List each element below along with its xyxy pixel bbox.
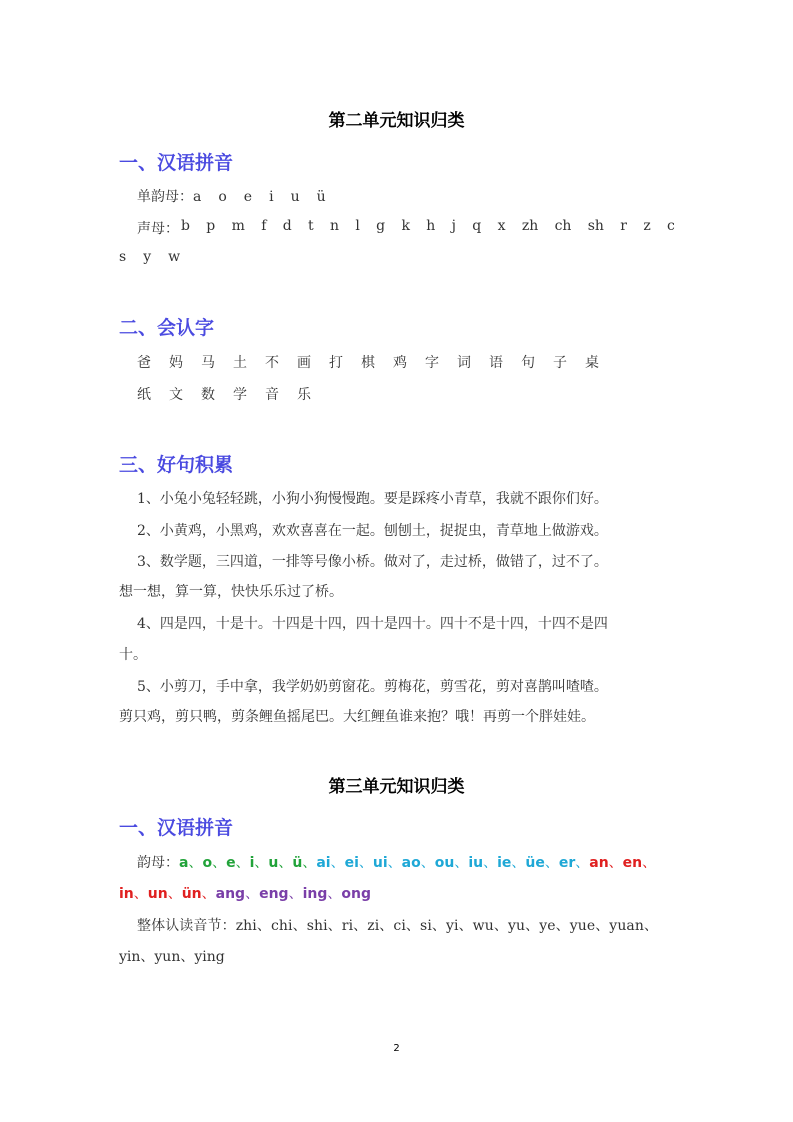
sentence-1: 1、小兔小兔轻轻跳，小狗小狗慢慢跑。要是踩疼小青草，我就不跟你们好。: [137, 491, 608, 507]
recognize-char: 爸: [137, 355, 151, 371]
unit3-pinyin-heading: 一、汉语拼音: [119, 817, 234, 839]
separator: 、: [254, 855, 269, 871]
initial: h: [426, 218, 436, 234]
recognize-char: 乐: [297, 387, 311, 403]
chars-line-1: [137, 352, 693, 372]
single-finals-line: [137, 186, 693, 206]
recognize-char: 纸: [137, 387, 151, 403]
initials-list-1: [181, 218, 675, 238]
separator: 、: [608, 855, 623, 871]
initial: t: [308, 218, 314, 234]
final-token: ao: [401, 855, 421, 871]
initial: y: [143, 249, 152, 265]
final-token: üe: [525, 855, 545, 871]
final-token: eng: [259, 886, 289, 902]
separator: 、: [358, 855, 373, 871]
final-token: ou: [434, 855, 455, 871]
separator: 、: [330, 855, 345, 871]
recognize-char: 妈: [169, 355, 183, 371]
recognize-char: 画: [297, 355, 311, 371]
separator: 、: [420, 855, 435, 871]
initial: m: [231, 218, 245, 234]
chars-line-2: [137, 384, 693, 404]
single-final: i: [269, 189, 274, 205]
separator: 、: [235, 855, 250, 871]
initial: l: [355, 218, 360, 234]
separator: 、: [454, 855, 469, 871]
chars-list-1: [137, 355, 617, 371]
unit2-sentences-heading: 三、好句积累: [119, 454, 234, 476]
recognize-char: 不: [265, 355, 279, 371]
single-final: u: [290, 189, 300, 205]
initial: ch: [554, 218, 572, 234]
separator: 、: [575, 855, 590, 871]
separator: 、: [302, 855, 317, 871]
final-token: ui: [372, 855, 388, 871]
separator: 、: [278, 855, 293, 871]
recognize-char: 打: [329, 355, 343, 371]
recognize-char: 马: [201, 355, 215, 371]
recognize-char: 桌: [585, 355, 599, 371]
initials-label: 声母：: [137, 221, 179, 237]
recognize-char: 音: [265, 387, 279, 403]
finals-list-2: [119, 886, 371, 902]
syllables-label: 整体认读音节：: [137, 918, 236, 934]
final-token: ing: [302, 886, 328, 902]
single-finals-label: 单韵母：: [137, 189, 193, 205]
recognize-char: 子: [553, 355, 567, 371]
syllables-list-1: zhi、chi、shi、ri、zi、ci、si、yi、wu、yu、ye、yue、yuan、: [235, 918, 659, 934]
final-token: e: [226, 855, 236, 871]
final-token: u: [268, 855, 279, 871]
initial: d: [282, 218, 292, 234]
separator: 、: [201, 886, 216, 902]
initial: f: [261, 218, 267, 234]
separator: 、: [544, 855, 559, 871]
initial: c: [667, 218, 675, 234]
final-token: ü: [292, 855, 303, 871]
initial: zh: [521, 218, 539, 234]
initials-line-2: [119, 249, 675, 265]
initial: x: [497, 218, 506, 234]
initial: g: [376, 218, 386, 234]
initial: r: [620, 218, 627, 234]
separator: 、: [212, 855, 227, 871]
single-final: o: [218, 189, 227, 205]
recognize-char: 土: [233, 355, 247, 371]
separator: 、: [483, 855, 498, 871]
final-token: er: [558, 855, 576, 871]
single-final: a: [193, 189, 202, 205]
final-token: ie: [497, 855, 512, 871]
recognize-char: 鸡: [393, 355, 407, 371]
single-final: ü: [316, 189, 326, 205]
final-token: in: [119, 886, 134, 902]
recognize-char: 字: [425, 355, 439, 371]
recognize-char: 语: [489, 355, 503, 371]
final-token: ün: [181, 886, 202, 902]
syllables-line-1: [137, 915, 693, 935]
finals-label: 韵母：: [137, 855, 179, 871]
final-token: an: [589, 855, 609, 871]
final-token: o: [202, 855, 213, 871]
initial: z: [643, 218, 651, 234]
separator: 、: [133, 886, 148, 902]
separator: 、: [188, 855, 203, 871]
separator: 、: [387, 855, 402, 871]
final-token: iu: [468, 855, 484, 871]
sentence-5: 5、小剪刀，手中拿，我学奶奶剪窗花。剪梅花，剪雪花，剪对喜鹊叫喳喳。: [137, 679, 608, 695]
recognize-char: 句: [521, 355, 535, 371]
initial: s: [119, 249, 127, 265]
final-token: ang: [215, 886, 246, 902]
sentence-4: 4、四是四，十是十。十四是十四，四十是四十。四十不是十四，十四不是四: [137, 616, 608, 632]
unit2-pinyin-heading: 一、汉语拼音: [119, 152, 234, 174]
initial: p: [206, 218, 216, 234]
final-token: ong: [341, 886, 371, 902]
sentence-3-cont: 想一想，算一算，快快乐乐过了桥。: [119, 584, 343, 600]
initials-line-1: [137, 218, 675, 238]
initial: j: [451, 218, 456, 234]
initial: sh: [587, 218, 604, 234]
initial: b: [181, 218, 190, 234]
sentence-3: 3、数学题，三四道，一排等号像小桥。做对了，走过桥，做错了，过不了。: [137, 554, 608, 570]
initial: w: [168, 249, 181, 265]
initial: k: [401, 218, 410, 234]
separator: 、: [327, 886, 342, 902]
unit2-recognize-heading: 二、会认字: [119, 317, 215, 339]
finals-line-2: [119, 883, 675, 903]
finals-line-1: [137, 852, 693, 872]
single-finals-list: [193, 189, 326, 205]
separator: 、: [288, 886, 303, 902]
final-token: ai: [316, 855, 331, 871]
initial: n: [329, 218, 340, 234]
final-token: un: [147, 886, 168, 902]
sentence-4-cont: 十。: [119, 647, 147, 663]
initial: q: [472, 218, 482, 234]
final-token: i: [249, 855, 255, 871]
recognize-char: 词: [457, 355, 471, 371]
syllables-line-2: yin、yun、ying: [119, 949, 225, 965]
page-number: 2: [393, 1043, 400, 1054]
single-final: e: [243, 189, 253, 205]
unit2-title: 第二单元知识归类: [328, 111, 465, 131]
final-token: a: [179, 855, 189, 871]
sentence-2: 2、小黄鸡，小黑鸡，欢欢喜喜在一起。刨刨土，捉捉虫，青草地上做游戏。: [137, 523, 608, 539]
recognize-char: 数: [201, 387, 215, 403]
final-token: ei: [344, 855, 359, 871]
recognize-char: 文: [169, 387, 183, 403]
final-token: en: [622, 855, 643, 871]
recognize-char: 棋: [361, 355, 375, 371]
chars-list-2: [137, 387, 329, 403]
separator: 、: [642, 855, 657, 871]
separator: 、: [245, 886, 260, 902]
finals-list-1: [179, 855, 656, 871]
initials-list-2: [119, 249, 180, 265]
sentence-5-cont: 剪只鸡，剪只鸭，剪条鲤鱼摇尾巴。大红鲤鱼谁来抱？哦！再剪一个胖娃娃。: [119, 709, 595, 725]
separator: 、: [511, 855, 526, 871]
unit3-title: 第三单元知识归类: [328, 777, 465, 797]
recognize-char: 学: [233, 387, 247, 403]
separator: 、: [167, 886, 182, 902]
